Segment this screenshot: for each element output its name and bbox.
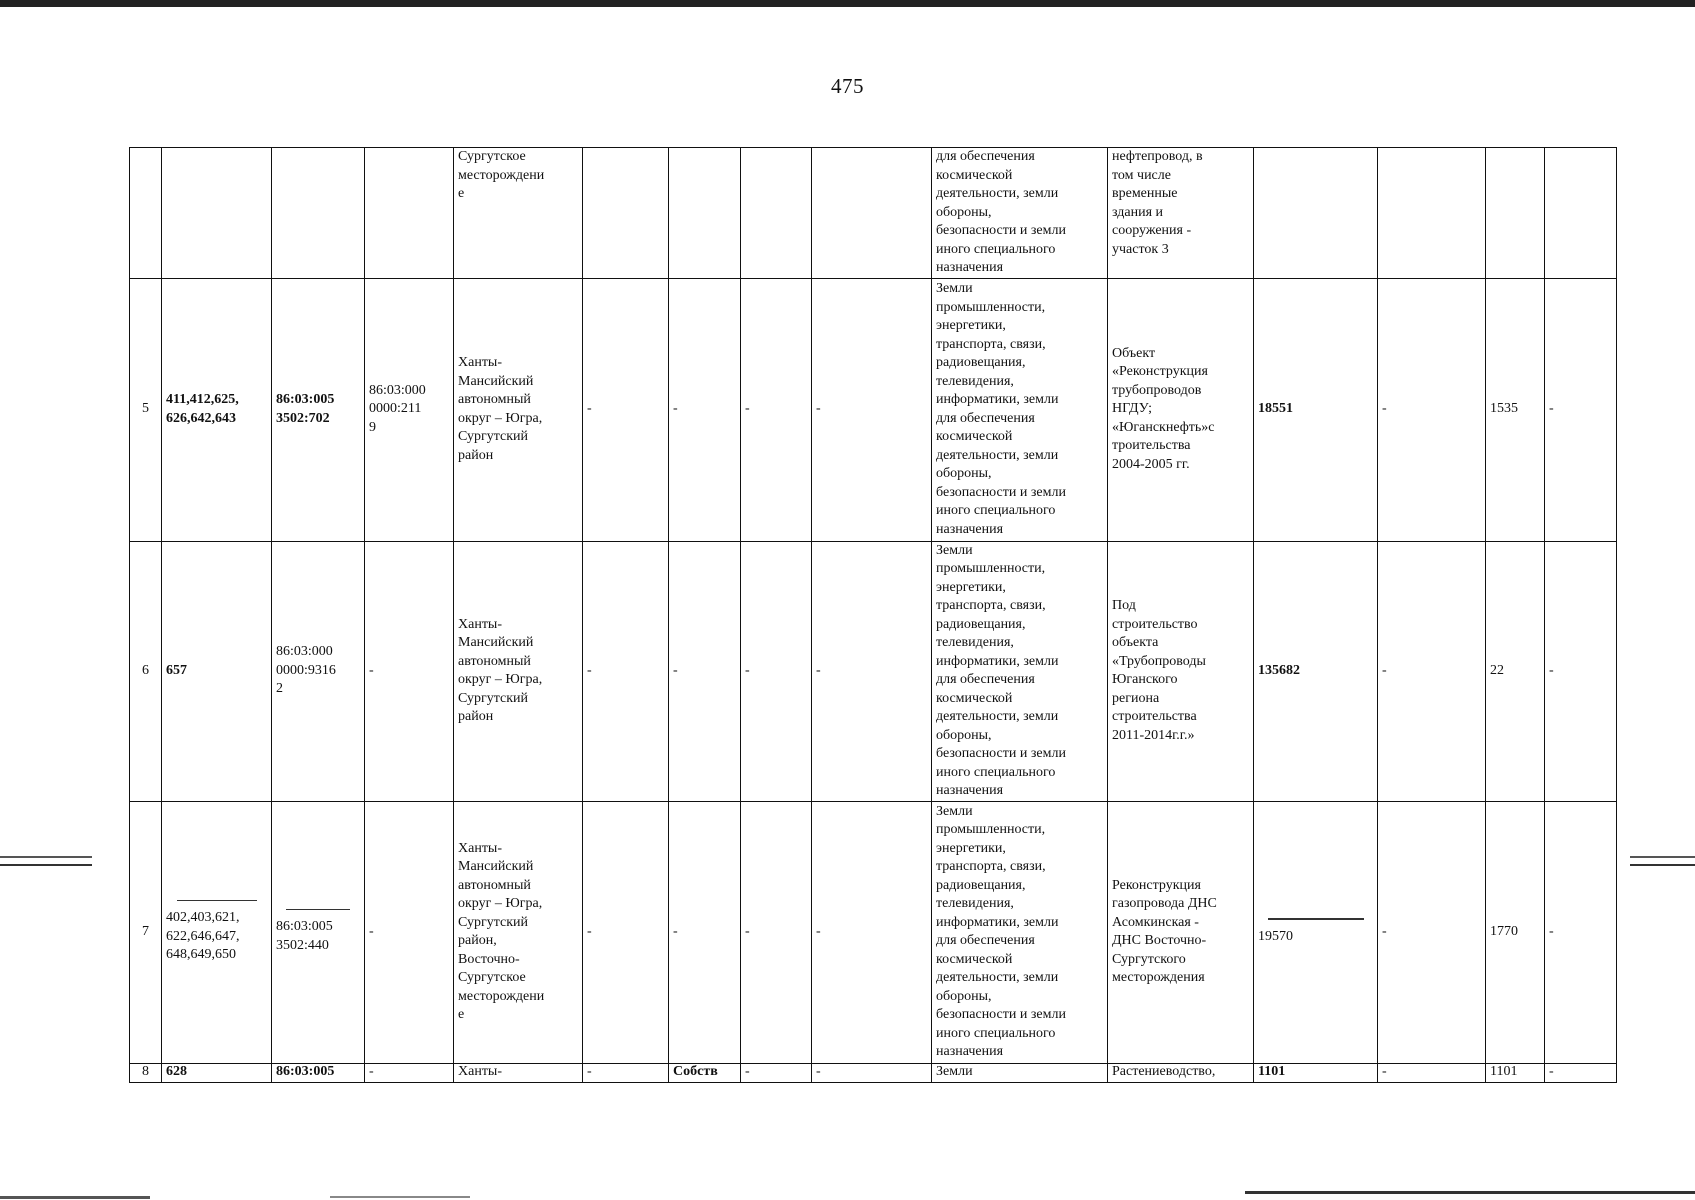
cell-col15: - — [1545, 1063, 1617, 1082]
cell-land-category: Земли промышленности, энергетики, транспорта, связи, радиовещания, телевидения, информатики, земли для обеспечения космической деятельности, земли обороны, безопасности и земли иного специального назначения — [932, 801, 1108, 1063]
cell-col8: - — [741, 801, 812, 1063]
cell-area — [1254, 148, 1378, 279]
bleed-through-mark — [177, 900, 257, 902]
cell-cadastral — [272, 801, 365, 1063]
cell-col14 — [1486, 148, 1545, 279]
cell-col8: - — [741, 541, 812, 801]
cell-col7: - — [669, 541, 741, 801]
cell-num: 8 — [130, 1063, 162, 1082]
cell-num: 7 — [130, 801, 162, 1063]
cell-parcels — [162, 801, 272, 1063]
cell-col6: - — [583, 1063, 669, 1082]
scan-bottom-border — [1245, 1191, 1695, 1194]
cell-col9: - — [812, 801, 932, 1063]
cell-cadastral: 86:03:005 3502:702 — [272, 278, 365, 541]
cell-col6: - — [583, 278, 669, 541]
page-number: 475 — [831, 74, 864, 98]
cell-purpose: нефтепровод, в том числе временные здания и сооружения - участок 3 — [1108, 148, 1254, 279]
cell-col8: - — [741, 1063, 812, 1082]
cell-col14: 22 — [1486, 541, 1545, 801]
cell-location: Сургутское месторождени е — [454, 148, 583, 279]
cell-parcels: 411,412,625, 626,642,643 — [162, 278, 272, 541]
cell-area: 1101 — [1254, 1063, 1378, 1082]
scan-edge-mark — [1630, 864, 1695, 866]
cell-purpose: Растениеводство, — [1108, 1063, 1254, 1082]
cell-parcels: 657 — [162, 541, 272, 801]
table-row — [130, 1063, 1617, 1082]
cell-parcels: 628 — [162, 1063, 272, 1082]
cell-col13: - — [1378, 278, 1486, 541]
table-row — [130, 801, 1617, 1063]
land-parcels-table — [129, 147, 1617, 1083]
cell-col13 — [1378, 148, 1486, 279]
cell-cadastral-2: - — [365, 541, 454, 801]
cell-purpose: Объект «Реконструкция трубопроводов НГДУ; «Юганскнефть»с троительства 2004-2005 гг. — [1108, 278, 1254, 541]
cell-purpose: Реконструкция газопровода ДНС Асомкинская - ДНС Восточно- Сургутского месторождения — [1108, 801, 1254, 1063]
cell-col7: - — [669, 801, 741, 1063]
cell-num: 6 — [130, 541, 162, 801]
cell-col9: - — [812, 278, 932, 541]
cell-cadastral-2: - — [365, 1063, 454, 1082]
cell-num — [130, 148, 162, 279]
cell-land-category: Земли промышленности, энергетики, транспорта, связи, радиовещания, телевидения, информатики, земли для обеспечения космической деятельности, земли обороны, безопасности и земли иного специального назначения — [932, 278, 1108, 541]
cell-col9: - — [812, 541, 932, 801]
scan-edge-mark — [1630, 856, 1695, 858]
cell-area: 18551 — [1254, 278, 1378, 541]
cell-col7: - — [669, 278, 741, 541]
cell-col15 — [1545, 148, 1617, 279]
bleed-through-mark — [1268, 918, 1364, 920]
cell-location: Ханты- Мансийский автономный округ – Югра, Сургутский район — [454, 541, 583, 801]
scan-top-border — [0, 0, 1695, 7]
bleed-through-mark — [286, 909, 350, 911]
cell-cadastral-2: - — [365, 801, 454, 1063]
cell-cadastral: 86:03:000 0000:9316 2 — [272, 541, 365, 801]
cell-col8 — [741, 148, 812, 279]
cell-area-text: 19570 — [1258, 928, 1293, 944]
cell-cadastral-2: 86:03:000 0000:211 9 — [365, 278, 454, 541]
cell-location: Ханты- Мансийский автономный округ – Югра, Сургутский район — [454, 278, 583, 541]
cell-land-category: Земли промышленности, энергетики, транспорта, связи, радиовещания, телевидения, информатики, земли для обеспечения космической деятельности, земли обороны, безопасности и земли иного специального назначения — [932, 541, 1108, 801]
cell-col6: - — [583, 541, 669, 801]
cell-area — [1254, 801, 1378, 1063]
cell-col9: - — [812, 1063, 932, 1082]
cell-col14: 1101 — [1486, 1063, 1545, 1082]
cell-cadastral-2 — [365, 148, 454, 279]
cell-col14: 1535 — [1486, 278, 1545, 541]
scan-bottom-border-left — [0, 1196, 150, 1199]
cell-col13: - — [1378, 541, 1486, 801]
cell-col7: Собств — [669, 1063, 741, 1082]
cell-parcels-text: 402,403,621, 622,646,647, 648,649,650 — [166, 910, 240, 962]
cell-num: 5 — [130, 278, 162, 541]
cell-col14: 1770 — [1486, 801, 1545, 1063]
cell-purpose: Под строительство объекта «Трубопроводы Юганского региона строительства 2011-2014г.г.» — [1108, 541, 1254, 801]
cell-col6: - — [583, 801, 669, 1063]
cell-col15: - — [1545, 278, 1617, 541]
cell-col8: - — [741, 278, 812, 541]
cell-cadastral-text: 86:03:005 3502:440 — [276, 919, 333, 953]
cell-location: Ханты- — [454, 1063, 583, 1082]
scan-edge-mark — [0, 856, 92, 858]
scan-edge-mark — [0, 864, 92, 866]
table-row — [130, 148, 1617, 279]
cell-cadastral: 86:03:005 — [272, 1063, 365, 1082]
table-row — [130, 541, 1617, 801]
cell-col9 — [812, 148, 932, 279]
cell-parcels — [162, 148, 272, 279]
cell-col13: - — [1378, 1063, 1486, 1082]
cell-col13: - — [1378, 801, 1486, 1063]
cell-col15: - — [1545, 801, 1617, 1063]
cell-col7 — [669, 148, 741, 279]
cell-cadastral — [272, 148, 365, 279]
cell-land-category: для обеспечения космической деятельности, земли обороны, безопасности и земли иного специального назначения — [932, 148, 1108, 279]
cell-area: 135682 — [1254, 541, 1378, 801]
cell-land-category: Земли — [932, 1063, 1108, 1082]
scan-bottom-border-mid — [330, 1196, 470, 1198]
table-row — [130, 278, 1617, 541]
cell-col6 — [583, 148, 669, 279]
cell-col15: - — [1545, 541, 1617, 801]
cell-location: Ханты- Мансийский автономный округ – Югра, Сургутский район, Восточно- Сургутское месторождени е — [454, 801, 583, 1063]
